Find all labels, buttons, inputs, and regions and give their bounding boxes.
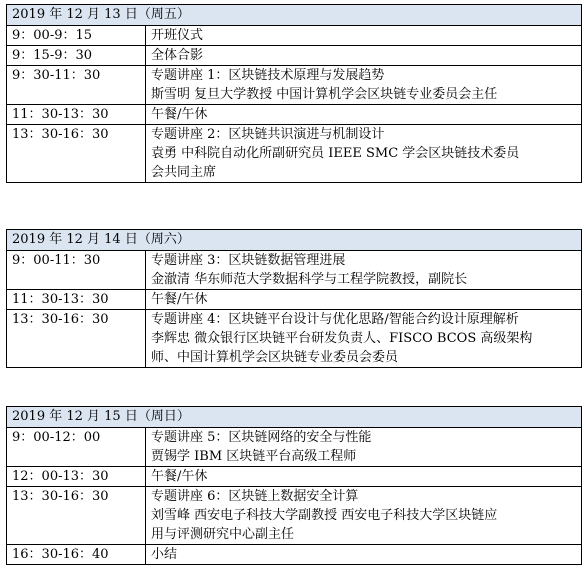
- description-cell: [146, 545, 582, 565]
- description-line: 午餐/午休: [151, 292, 208, 307]
- table-row: [7, 310, 582, 368]
- description-cell: [146, 290, 582, 310]
- lecture-title: 专题讲座 1：区块链技术原理与发展趋势: [151, 68, 385, 83]
- time-cell: 12：00-13：30: [7, 467, 146, 487]
- description-cell: [146, 467, 582, 487]
- description-cell: [146, 26, 582, 46]
- time-cell: 11：30-13：30: [7, 290, 146, 310]
- description-line: 午餐/午休: [151, 469, 208, 484]
- speaker-info: 李辉忠 微众银行区块链平台研发负责人、FISCO BCOS 高级架构: [151, 331, 533, 346]
- speaker-info: 贾锡学 IBM 区块链平台高级工程师: [151, 449, 357, 464]
- speaker-info: 斯雪明 复旦大学教授 中国计算机学会区块链专业委员会主任: [151, 87, 498, 102]
- table-row: [7, 545, 582, 565]
- description-cell: [146, 105, 582, 125]
- description-line: 开班仪式: [151, 28, 204, 43]
- speaker-info: 袁勇 中科院自动化所副研究员 IEEE SMC 学会区块链技术委员: [151, 146, 520, 161]
- speaker-info: 刘雪峰 西安电子科技大学副教授 西安电子科技大学区块链应: [151, 508, 498, 523]
- time-cell: 13：30-16：30: [7, 310, 146, 368]
- speaker-info: 用与评测研究中心副主任: [151, 527, 295, 542]
- speaker-info: 会共同主席: [151, 165, 217, 180]
- time-cell: 11：30-13：30: [7, 105, 146, 125]
- description-cell: [146, 46, 582, 66]
- day-header: 2019 年 12 月 13 日（周五）: [7, 5, 582, 26]
- table-row: [7, 290, 582, 310]
- description-cell: [146, 125, 582, 183]
- time-cell: 9：00-11：30: [7, 251, 146, 290]
- description-line: 全体合影: [151, 48, 204, 63]
- table-row: [7, 487, 582, 545]
- day-header-row: [7, 230, 582, 251]
- day-header: 2019 年 12 月 14 日（周六）: [7, 230, 582, 251]
- table-row: [7, 66, 582, 105]
- time-cell: 13：30-16：30: [7, 125, 146, 183]
- description-cell: [146, 251, 582, 290]
- time-cell: 9：00-9：15: [7, 26, 146, 46]
- schedule-table-day-3: [6, 406, 582, 565]
- lecture-title: 专题讲座 3：区块链数据管理进展: [151, 253, 346, 268]
- table-row: [7, 251, 582, 290]
- table-row: [7, 26, 582, 46]
- table-row: [7, 105, 582, 125]
- day-header: 2019 年 12 月 15 日（周日）: [7, 407, 582, 428]
- time-cell: 9：30-11：30: [7, 66, 146, 105]
- description-cell: [146, 310, 582, 368]
- lecture-title: 专题讲座 6：区块链上数据安全计算: [151, 489, 359, 504]
- lecture-title: 专题讲座 4：区块链平台设计与优化思路/智能合约设计原理解析: [151, 312, 519, 327]
- speaker-info: 金澈清 华东师范大学数据科学与工程学院教授，副院长: [151, 272, 468, 287]
- description-cell: [146, 66, 582, 105]
- description-cell: [146, 487, 582, 545]
- table-row: [7, 125, 582, 183]
- time-cell: 16：30-16：40: [7, 545, 146, 565]
- schedule-table-day-1: [6, 4, 582, 183]
- description-cell: [146, 428, 582, 467]
- table-row: [7, 428, 582, 467]
- time-cell: 9：15-9：30: [7, 46, 146, 66]
- description-line: 午餐/午休: [151, 107, 208, 122]
- speaker-info: 师、中国计算机学会区块链专业委员会委员: [151, 350, 399, 365]
- day-header-row: [7, 5, 582, 26]
- day-header-row: [7, 407, 582, 428]
- time-cell: 13：30-16：30: [7, 487, 146, 545]
- table-row: [7, 46, 582, 66]
- time-cell: 9：00-12：00: [7, 428, 146, 467]
- description-line: 小结: [151, 547, 178, 562]
- schedule-table-day-2: [6, 229, 582, 368]
- lecture-title: 专题讲座 5：区块链网络的安全与性能: [151, 430, 372, 445]
- lecture-title: 专题讲座 2：区块链共识演进与机制设计: [151, 127, 385, 142]
- table-row: [7, 467, 582, 487]
